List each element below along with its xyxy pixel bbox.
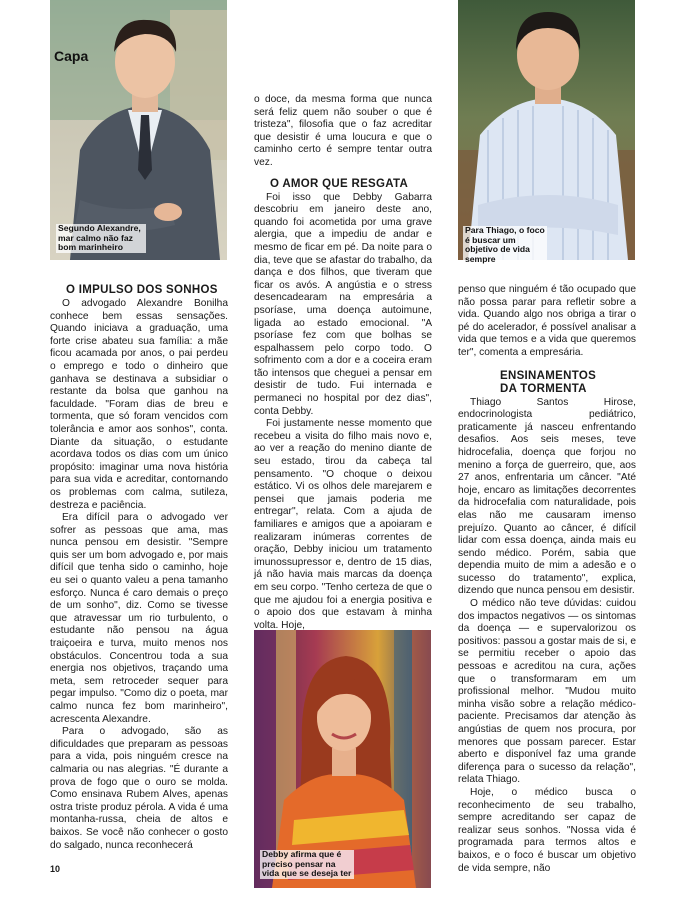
heading-ensinamentos-line-2: DA TORMENTA <box>500 382 587 395</box>
column-1 <box>50 284 228 852</box>
heading-ensinamentos-line-1: ENSINAMENTOS <box>500 369 597 382</box>
col3-paragraph-1: Thiago Santos Hirose, endocrinologista pediátrico, praticamente já nasceu enfrentando desafios. Aos seis meses, teve hidrocefalia, doença que forjou no menino a força de guerreiro, que, aos 27 anos, enfrentaria um câncer. "Até hoje, encaro as limitações decorrentes da hidrocefalia com naturalidade, pois elas não me causaram imenso prejuízo. Quanto ao câncer, é difícil lidar com essa doença, ainda mais eu sendo médico. Porém, sabia que dependia muito de mim a adesão e o sucesso do tratamento", explica, dizendo que nunca pensou em desistir. <box>458 396 636 597</box>
column-3 <box>458 284 636 875</box>
heading-impulso-dos-sonhos: O IMPULSO DOS SONHOS <box>66 284 218 296</box>
col1-paragraph-2: Era difícil para o advogado ver sofrer as pessoas que ama, mas nunca pensou em desistir. "Sempre quis ser um bom advogado e, por mais difícil que tenha sido o caminho, hoje eu sei o quanto valeu a pena tamanho esforço. Nunca é caro demais o preço de um sonho", diz. Como se tivesse que atravessar um rio turbulento, o estudante não pensou na água traiçoeira e turva, muito menos nos obstáculos. Concentrou toda a sua energia nos objetivos, traçando uma meta, sem retroceder sequer para pegar impulso. "Como diz o poeta, mar calmo nunca fez bom marinheiro", acrescenta Alexandre. <box>50 512 228 725</box>
caption-debby: Debby afirma que é preciso pensar na vida que se deseja ter <box>260 850 354 879</box>
page-number: 10 <box>50 864 61 874</box>
col2-paragraph-2: Foi justamente nesse momento que recebeu a visita do filho mais novo e, ao ver a reação do menino diante de seu estado, tirou da cabeça tal pensamento. "O choque o deixou estático. Vi os olhos dele marejarem e pensei que jamais poderia me entregar", relata. Com a ajuda de familiares e amigos que a apoiaram e realizaram inúmeras correntes de oração, Debby iniciou um tratamento imunossupressor e, dentro de 15 dias, já não havia mais marcas da doença em seu corpo. "Tenho certeza de que o que me ajudou foi a energia positiva e o apoio dos que estavam à minha volta. Hoje, <box>254 418 432 631</box>
col3-paragraph-3: Hoje, o médico busca o reconhecimento de seu trabalho, sempre acreditando ser capaz de realizar seus sonhos. "Nossa vida é programada para termos altos e baixos, e o foco é buscar um objetivo de vida sempre, não <box>458 786 636 874</box>
col2-paragraph-1: Foi isso que Debby Gabarra descobriu em janeiro deste ano, quando foi acometida por uma grave alergia, que a impediu de andar e mesmo de ficar em pé. Da noite para o dia, teve que se afastar do trabalho, da dança e dos filhos, que tiveram que ficar os avós. A angústia e o stress desencadearam na empresária a psoríase, uma doença autoimune, ligada ao estado emocional. "A psoríase fez com que bolhas se espalhassem pelo corpo todo. O sofrimento com a dor e a coceira eram tão intensos que cheguei a pensar em desistir de tudo. Fui internada e permaneci no hospital por dez dias", conta Debby. <box>254 191 432 417</box>
col1-paragraph-1: O advogado Alexandre Bonilha conhece bem essas sensações. Quando iniciava a graduação, uma forte crise abateu sua família: a mãe ficou acamada por anos, o pai perdeu o emprego e todo o dinheiro que ganhava se destinava a subsidiar o restante da bolsa que ganhou na faculdade. "Foram dias de breu e tormenta, que só foram vencidos com tolerância e amor aos sonhos", conta. Diante da situação, o estudante acordava todos os dias com um único propósito: imaginar uma nova história para sua vida e acreditar, contornando os problemas com calma, sutileza, destreza e paciência. <box>50 298 228 511</box>
column-2 <box>254 94 432 632</box>
col3-paragraph-0: penso que ninguém é tão ocupado que não possa parar para refletir sobre a vida. Quando algo nos obriga a tirar o pé do acelerador, é possível analisar a vida que temos e a vida que queremos ter", comenta a empresária. <box>458 284 636 358</box>
alexandre-figure <box>50 0 227 260</box>
heading-amor-que-resgata: O AMOR QUE RESGATA <box>270 177 409 190</box>
caption-thiago: Para Thiago, o foco é buscar um objetivo de vida sempre <box>463 226 547 264</box>
caption-alexandre: Segundo Alexandre, mar calmo não faz bom marinheiro <box>56 224 146 253</box>
photo-alexandre <box>50 0 227 260</box>
col3-paragraph-2: O médico não teve dúvidas: cuidou dos impactos negativos — os sintomas da doença — e supervalorizou os positivos: passou a gostar mais de si, e se permitiu receber o apoio das pessoas e acreditou na cura, ações que o transformaram em um profissional melhor. "Mudou muito minha visão sobre a relação médico-paciente. Precisamos dar atenção às angústias de quem nos procura, por menores que possam parecer. Estar aberto e disponível faz uma grande diferença para o sucesso da relação", relata Thiago. <box>458 598 636 786</box>
photo-thiago <box>458 0 635 260</box>
section-tag: Capa <box>54 48 89 64</box>
thiago-figure <box>458 0 635 260</box>
col2-paragraph-0: o doce, da mesma forma que nunca será feliz quem não souber o que é tristeza", filosofia que o faz acreditar que desistir é uma loucura e que o caminho certo é sempre tentar outra vez. <box>254 94 432 168</box>
col1-paragraph-3: Para o advogado, são as dificuldades que preparam as pessoas para a vida, pois ninguém cresce na calmaria ou nas alegrias. "É durante a prova de fogo que o ouro se molda. Como ensinava Rubem Alves, apenas ostra triste produz pérola. A vida é uma montanha-russa, cheia de altos e baixos. Se você não conhecer o gosto do salgado, nunca reconhecerá <box>50 726 228 851</box>
